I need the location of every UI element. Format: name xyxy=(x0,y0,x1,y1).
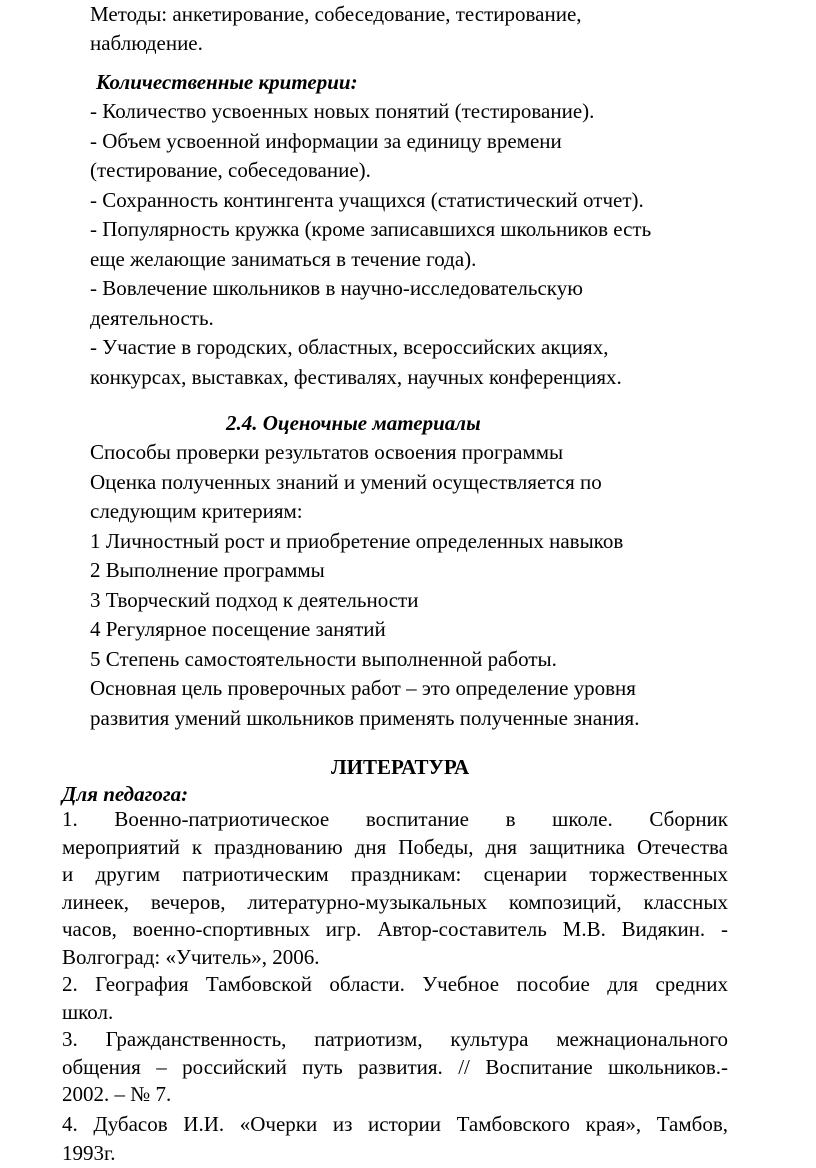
literature-item-1-line: Волгоград: «Учитель», 2006. xyxy=(62,944,320,969)
literature-item-4-line: 1993г. xyxy=(62,1141,116,1165)
literature-list xyxy=(62,806,728,1168)
quantitative-line: - Объем усвоенной информации за единицу времени xyxy=(90,129,562,153)
literature-item-1-line: мероприятий к празднованию дня Победы, дня защитника Отечества xyxy=(62,834,728,859)
literature-heading: ЛИТЕРАТУРА xyxy=(331,755,470,779)
assessment-line: 4 Регулярное посещение занятий xyxy=(90,617,386,641)
literature-item-2-line: 2. География Тамбовской области. Учебное пособие для средних xyxy=(62,972,728,996)
quantitative-line: - Количество усвоенных новых понятий (тестирование). xyxy=(90,99,595,123)
assessment-line: Способы проверки результатов освоения программы xyxy=(90,440,564,464)
quantitative-line: конкурсах, выставках, фестивалях, научных конференциях. xyxy=(90,365,622,389)
methods-line-2: наблюдение. xyxy=(90,31,203,55)
assessment-line: 5 Степень самостоятельности выполненной работы. xyxy=(90,647,557,671)
quantitative-line: - Вовлечение школьников в научно-исследовательскую xyxy=(90,276,583,300)
quantitative-line: - Участие в городских, областных, всероссийских акциях, xyxy=(90,335,609,359)
assessment-heading: 2.4. Оценочные материалы xyxy=(226,411,481,435)
literature-item-3-line: общения – российский путь развития. // Воспитание школьников.- xyxy=(62,1054,728,1079)
literature-item-3-line: 2002. – № 7. xyxy=(62,1082,172,1106)
quantitative-line: - Популярность кружка (кроме записавшихся школьников есть xyxy=(90,217,652,241)
literature-item-1-line: 1. Военно-патриотическое воспитание в школе. Сборник xyxy=(62,807,728,831)
literature-item-2-line: школ. xyxy=(62,999,114,1024)
quantitative-line: - Сохранность контингента учащихся (статистический отчет). xyxy=(90,188,644,212)
literature-item-1-line: и другим патриотическим праздникам: сценарии торжественных xyxy=(62,862,728,886)
quantitative-heading: Количественные критерии: xyxy=(96,70,358,94)
literature-subheading: Для педагога: xyxy=(62,782,189,806)
assessment-line: развития умений школьников применять полученные знания. xyxy=(90,706,640,730)
assessment-line: 3 Творческий подход к деятельности xyxy=(90,588,419,612)
quantitative-line: еще желающие заниматься в течение года). xyxy=(90,247,477,271)
literature-item-3-line: 3. Гражданственность, патриотизм, культура межнационального xyxy=(62,1027,728,1051)
assessment-line: Основная цель проверочных работ – это определение уровня xyxy=(90,676,636,700)
literature-item-1-line: часов, военно-спортивных игр. Автор-составитель М.В. Видякин. - xyxy=(62,917,728,941)
quantitative-line: деятельность. xyxy=(90,306,214,330)
literature-item-1-line: линеек, вечеров, литературно-музыкальных композиций, классных xyxy=(62,889,728,914)
quantitative-line: (тестирование, собеседование). xyxy=(90,158,371,182)
literature-item-4-line: 4. Дубасов И.И. «Очерки из истории Тамбовского края», Тамбов, xyxy=(62,1111,728,1136)
assessment-line: 2 Выполнение программы xyxy=(90,558,325,582)
methods-line-1: Методы: анкетирование, собеседование, тестирование, xyxy=(90,2,582,26)
assessment-line: 1 Личностный рост и приобретение определенных навыков xyxy=(90,529,624,553)
assessment-line: Оценка полученных знаний и умений осуществляется по xyxy=(90,470,602,494)
assessment-line: следующим критериям: xyxy=(90,499,303,523)
